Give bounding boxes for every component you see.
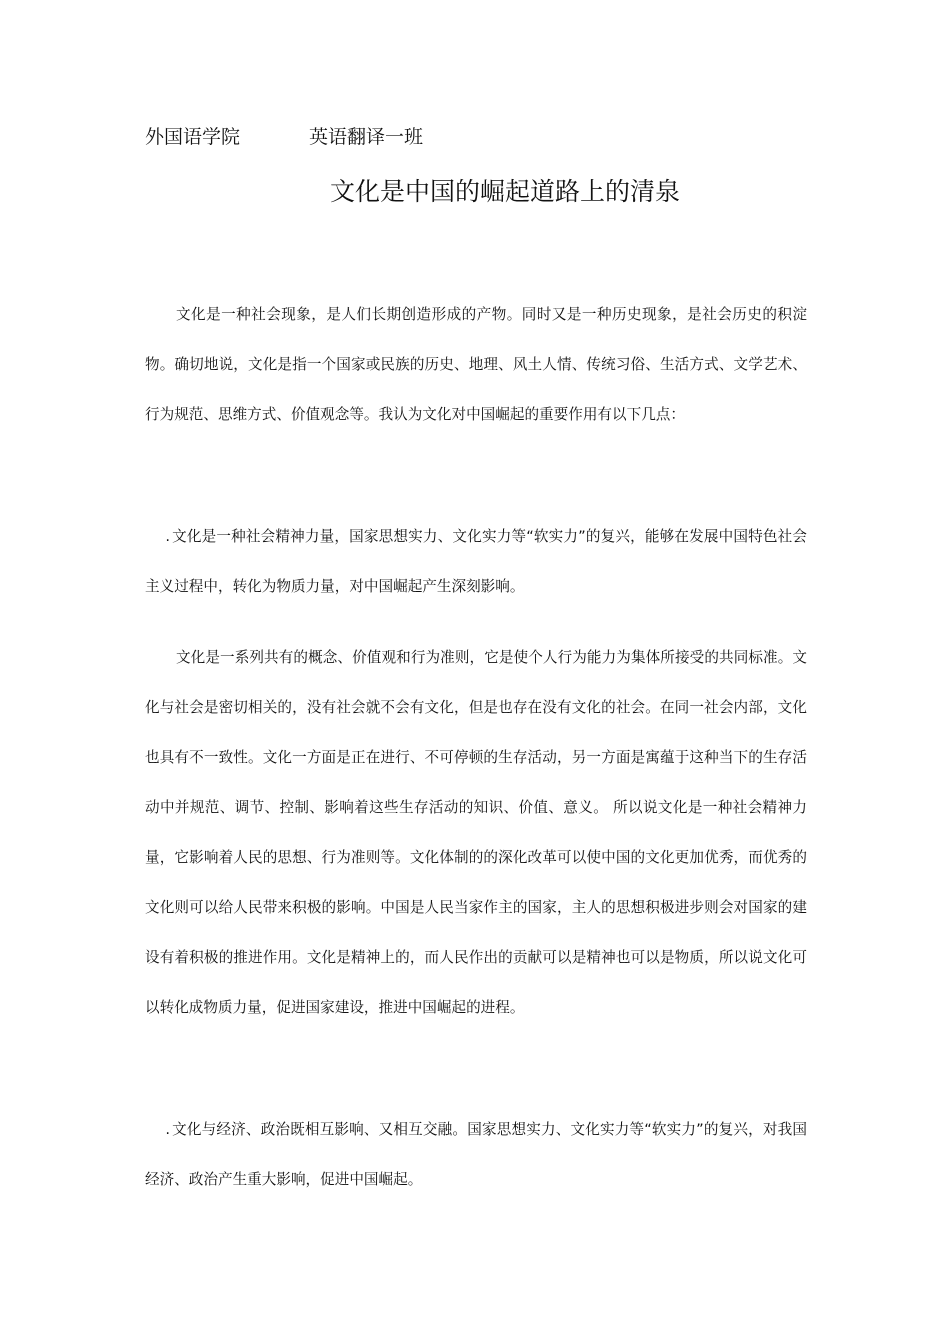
- list-item-2: [145, 1105, 807, 1205]
- paragraph-explanation: 文化是一系列共有的概念、价值观和行为准则，它是使个人行为能力为集体所接受的共同标准。文化与社会是密切相关的，没有社会就不会有文化，但是也存在没有文化的社会。在同一社会内部，文化也具有不一致性。文化一方面是正在进行、不可停顿的生存活动，另一方面是寓蕴于这种当下的生存活动中并规范、调节、控制、影响着这些生存活动的知识、价值、意义。 所以说文化是一种社会精神力量，它影响着人民的思想、行为准则等。文化体制的的深化改革可以使中国的文化更加优秀，而优秀的文化则可以给人民带来积极的影响。中国是人民当家作主的国家，主人的思想积极进步则会对国家的建设有着积极的推进作用。文化是精神上的，而人民作出的贡献可以是精神也可以是物质，所以说文化可以转化成物质力量，促进国家建设，推进中国崛起的进程。: [145, 649, 807, 1016]
- list-marker: .: [165, 1121, 170, 1138]
- class-name: 英语翻译一班: [309, 126, 424, 148]
- list-item-1-text: 文化是一种社会精神力量，国家思想实力、文化实力等“软实力”的复兴，能够在发展中国特色社会主义过程中，转化为物质力量，对中国崛起产生深刻影响。: [145, 528, 807, 595]
- list-item-2-text: 文化与经济、政治既相互影响、又相互交融。国家思想实力、文化实力等“软实力”的复兴，对我国经济、政治产生重大影响，促进中国崛起。: [145, 1121, 807, 1188]
- list-marker: .: [165, 528, 170, 545]
- document-header: [145, 122, 423, 149]
- school-name: 外国语学院: [145, 126, 241, 148]
- paragraph-intro: 文化是一种社会现象，是人们长期创造形成的产物。同时又是一种历史现象，是社会历史的积淀物。确切地说，文化是指一个国家或民族的历史、地理、风土人情、传统习俗、生活方式、文学艺术、行为规范、思维方式、价值观念等。我认为文化对中国崛起的重要作用有以下几点：: [145, 306, 807, 423]
- list-item-1: [145, 512, 807, 612]
- page-title: 文化是中国的崛起道路上的清泉: [329, 177, 680, 206]
